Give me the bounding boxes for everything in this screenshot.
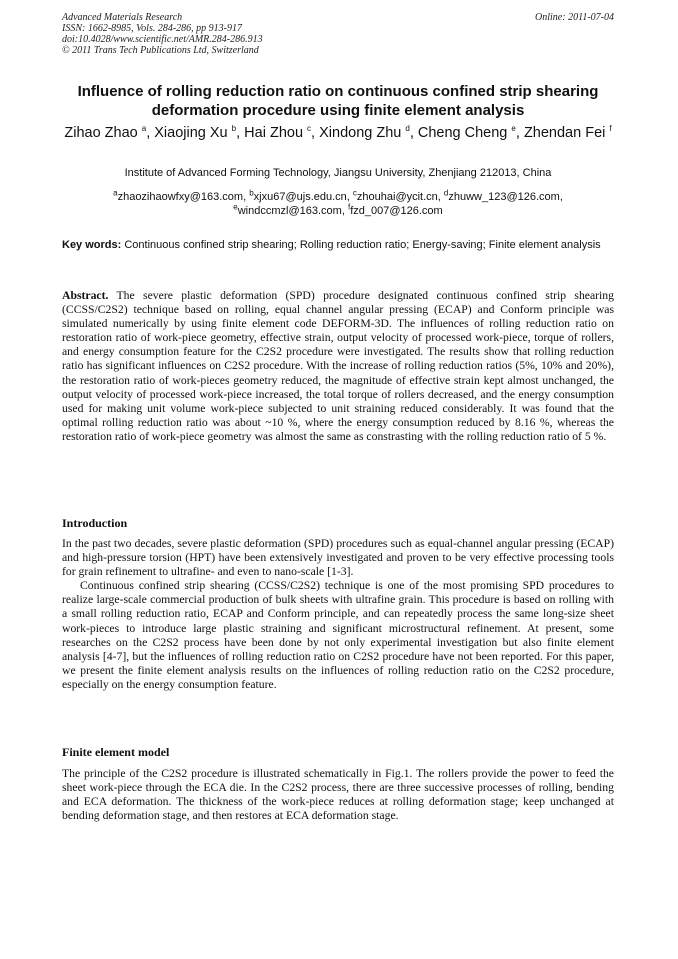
email[interactable]: $^c$zhouhai@ycit.cn, xyxy=(352,188,444,203)
keywords-text: Continuous confined strip shearing; Rolling reduction ratio; Energy-saving; Finite element analysis xyxy=(124,239,601,251)
paragraph: Continuous confined strip shearing (CCSS/C2S2) technique is one of the most promising SPD procedures to realize large-scale commercial production of bulk sheets with ultrafine grain. This procedure is based on rolling with a small rolling reduction ratio, ECAP and Conform principle, and can repeatedly process the same long-size sheet work-pieces to introduce large plastic straining and significant microstructural refinement. At present, some researches on the C2S2 process have been done by not only experimental investigation but also finite element analysis [4-7], but the influences of rolling reduction ratio on C2S2 procedure have not been reported. For this paper, we present the finite element analysis results on the influences of rolling reduction ratio on the C2S2 procedure, especially on the energy consumption feature. xyxy=(62,579,614,691)
abstract xyxy=(62,289,614,444)
author: Zhendan Fei $^f$ xyxy=(523,124,612,141)
journal-issn: ISSN: 1662-8985, Vols. 284-286, pp 913-917 xyxy=(62,23,242,34)
paragraph: In the past two decades, severe plastic deformation (SPD) procedures such as equal-channel angular pressing (ECAP) and high-pressure torsion (HPT) have been extensively investigated and proven to be very effective processing tools for grain refinement to ultrafine- and even to nano-scale [1-3]. xyxy=(62,537,614,579)
author: Hai Zhou $^c$, xyxy=(244,124,320,141)
email[interactable]: $^b$xjxu67@ujs.edu.cn, xyxy=(249,188,353,203)
email[interactable]: $^d$zhuww_123@126.com, xyxy=(443,188,563,203)
author: Xindong Zhu $^d$, xyxy=(319,124,418,141)
journal-doi: doi:10.4028/www.scientific.net/AMR.284-286.913 xyxy=(62,34,263,45)
abstract-text: The severe plastic deformation (SPD) procedure designated continuous confined strip shearing (CCSS/C2S2) technique based on rolling, equal channel angular pressing (ECAP) and Conform principle was simulated numerically by using finite element code DEFORM-3D. The influences of rolling reduction ratio on restoration ratio of work-piece geometry, effective strain, output velocity of processed work-piece, torque of rollers, and energy consumption feature for the C2S2 procedure were investigated. The results show that rolling reduction ratio has significant influences on C2S2 procedure. With the increase of rolling reduction ratios (5%, 10% and 20%), the restoration ratio of work-pieces geometry reduced, the magnitude of effective strain kept almost unchanged, the output velocity of processed work-piece increased, the total torque of rollers decreased, and the energy consumption used for making unit volume work-piece subjected to unit straining reduced considerably. It was found that the optimal rolling reduction ratio was about ~10 %, where the energy consumption reduced by 8.16 %, whereas the restoration ratio of work-piece geometry was almost the same as constrasting with the rolling reduction ratio of 5 %. xyxy=(62,289,614,443)
fem-body xyxy=(62,767,614,823)
journal-copyright: © 2011 Trans Tech Publications Ltd, Switzerland xyxy=(62,45,259,56)
abstract-label: Abstract. xyxy=(62,289,109,302)
journal-name: Advanced Materials Research xyxy=(62,12,183,23)
keywords-label: Key words: xyxy=(62,239,122,251)
email[interactable]: $^e$windccmzl@163.com, xyxy=(233,202,348,217)
online-date: Online: 2011-07-04 xyxy=(535,12,614,23)
section-heading-finite-element-model: Finite element model xyxy=(62,745,170,759)
email[interactable]: $^a$zhaozihaowfxy@163.com, xyxy=(113,188,250,203)
affiliation: Institute of Advanced Forming Technology, Jiangsu University, Zhenjiang 212013, China xyxy=(124,167,552,179)
author: Cheng Cheng $^e$, xyxy=(417,124,524,141)
keywords xyxy=(62,238,614,252)
author: Xiaojing Xu $^b$, xyxy=(154,124,245,141)
paper-title: Influence of rolling reduction ratio on continuous confined strip shearing deformation procedure using finite element analysis xyxy=(77,83,599,119)
email-list xyxy=(62,190,614,218)
paragraph: The principle of the C2S2 procedure is illustrated schematically in Fig.1. The rollers provide the power to feed the sheet work-piece through the ECA die. In the C2S2 process, there are three successive processes of rolling, bending and ECA deformation. The thickness of the work-piece reduces at rolling deformation stage; keep unchanged at bending deformation stage, and then restores at ECA deformation stage. xyxy=(62,767,614,823)
journal-header xyxy=(62,12,614,56)
email[interactable]: $^f$fzd_007@126.com xyxy=(347,202,443,217)
section-heading-introduction: Introduction xyxy=(62,516,128,530)
author-list xyxy=(62,124,614,142)
author: Zihao Zhao $^a$, xyxy=(64,124,155,141)
introduction-body xyxy=(62,537,614,692)
